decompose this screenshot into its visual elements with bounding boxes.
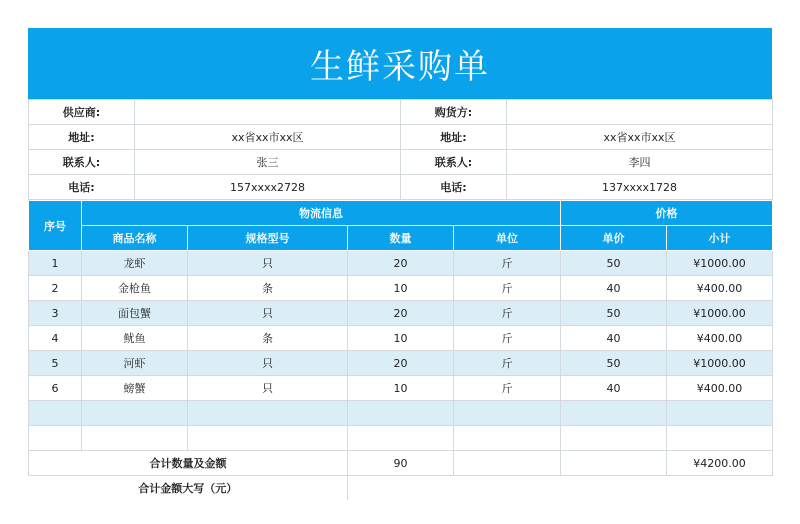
table-row: [29, 376, 773, 401]
row-name[interactable]: 面包蟹: [82, 301, 188, 326]
purchase-order-sheet: [28, 28, 772, 500]
row-index: 1: [29, 251, 82, 276]
row-qty[interactable]: 20: [348, 251, 454, 276]
supplier-contact-label: 联系人:: [29, 150, 135, 175]
buyer-phone-label: 电话:: [401, 175, 507, 200]
col-header-unit-price: 单价: [561, 226, 667, 251]
index-header: 序号: [29, 201, 82, 251]
buyer-value[interactable]: [507, 100, 773, 125]
items-table: [28, 200, 773, 500]
row-index: 3: [29, 301, 82, 326]
col-header-qty: 数量: [348, 226, 454, 251]
row-index: 6: [29, 376, 82, 401]
buyer-phone-value[interactable]: 137xxxx1728: [507, 175, 773, 200]
col-header-subtotal: 小计: [667, 226, 773, 251]
buyer-label: 购货方:: [401, 100, 507, 125]
totals-row: [29, 451, 773, 476]
info-row-contact: [29, 150, 773, 175]
supplier-contact-value[interactable]: 张三: [135, 150, 401, 175]
row-qty[interactable]: 10: [348, 326, 454, 351]
row-subtotal[interactable]: ¥400.00: [667, 326, 773, 351]
amount-in-words-row: [29, 476, 773, 501]
row-index: 4: [29, 326, 82, 351]
row-spec[interactable]: 只: [188, 301, 348, 326]
totals-amount[interactable]: ¥4200.00: [667, 451, 773, 476]
buyer-contact-value[interactable]: 李四: [507, 150, 773, 175]
row-index: 2: [29, 276, 82, 301]
logistics-group-header: 物流信息: [82, 201, 561, 226]
row-unit-price[interactable]: 50: [561, 251, 667, 276]
row-unit-price[interactable]: 50: [561, 301, 667, 326]
empty-row: [29, 426, 773, 451]
row-unit-price[interactable]: 50: [561, 351, 667, 376]
row-spec[interactable]: 只: [188, 376, 348, 401]
row-unit[interactable]: 斤: [454, 326, 561, 351]
info-row-address: [29, 125, 773, 150]
info-row-phone: [29, 175, 773, 200]
row-name[interactable]: 螃蟹: [82, 376, 188, 401]
row-name[interactable]: 龙虾: [82, 251, 188, 276]
row-unit[interactable]: 斤: [454, 276, 561, 301]
row-name[interactable]: 金枪鱼: [82, 276, 188, 301]
table-row: [29, 351, 773, 376]
totals-qty[interactable]: 90: [348, 451, 454, 476]
row-name[interactable]: 河虾: [82, 351, 188, 376]
row-subtotal[interactable]: ¥400.00: [667, 376, 773, 401]
table-row: [29, 251, 773, 276]
row-spec[interactable]: 条: [188, 326, 348, 351]
table-row: [29, 301, 773, 326]
row-subtotal[interactable]: ¥1000.00: [667, 351, 773, 376]
supplier-label: 供应商:: [29, 100, 135, 125]
info-row-supplier: [29, 100, 773, 125]
row-index: 5: [29, 351, 82, 376]
empty-row: [29, 401, 773, 426]
row-qty[interactable]: 10: [348, 276, 454, 301]
row-subtotal[interactable]: ¥1000.00: [667, 251, 773, 276]
party-info-table: [28, 99, 773, 200]
col-header-name: 商品名称: [82, 226, 188, 251]
row-unit[interactable]: 斤: [454, 376, 561, 401]
row-unit[interactable]: 斤: [454, 351, 561, 376]
column-header-row: [29, 226, 773, 251]
table-row: [29, 326, 773, 351]
col-header-unit: 单位: [454, 226, 561, 251]
buyer-contact-label: 联系人:: [401, 150, 507, 175]
supplier-address-value[interactable]: xx省xx市xx区: [135, 125, 401, 150]
row-unit[interactable]: 斤: [454, 301, 561, 326]
row-unit-price[interactable]: 40: [561, 276, 667, 301]
row-unit-price[interactable]: 40: [561, 376, 667, 401]
price-group-header: 价格: [561, 201, 773, 226]
totals-label: 合计数量及金额: [29, 451, 348, 476]
supplier-address-label: 地址:: [29, 125, 135, 150]
amount-in-words-value[interactable]: [348, 476, 773, 501]
table-row: [29, 276, 773, 301]
supplier-phone-value[interactable]: 157xxxx2728: [135, 175, 401, 200]
buyer-address-value[interactable]: xx省xx市xx区: [507, 125, 773, 150]
row-unit-price[interactable]: 40: [561, 326, 667, 351]
row-spec[interactable]: 条: [188, 276, 348, 301]
row-qty[interactable]: 10: [348, 376, 454, 401]
group-header-row: [29, 201, 773, 226]
row-qty[interactable]: 20: [348, 351, 454, 376]
amount-in-words-label: 合计金额大写（元）: [29, 476, 348, 501]
row-spec[interactable]: 只: [188, 251, 348, 276]
row-spec[interactable]: 只: [188, 351, 348, 376]
row-name[interactable]: 鱿鱼: [82, 326, 188, 351]
row-qty[interactable]: 20: [348, 301, 454, 326]
row-subtotal[interactable]: ¥1000.00: [667, 301, 773, 326]
buyer-address-label: 地址:: [401, 125, 507, 150]
page-title: 生鲜采购单: [28, 28, 772, 99]
supplier-phone-label: 电话:: [29, 175, 135, 200]
col-header-spec: 规格型号: [188, 226, 348, 251]
supplier-value[interactable]: [135, 100, 401, 125]
row-subtotal[interactable]: ¥400.00: [667, 276, 773, 301]
row-unit[interactable]: 斤: [454, 251, 561, 276]
